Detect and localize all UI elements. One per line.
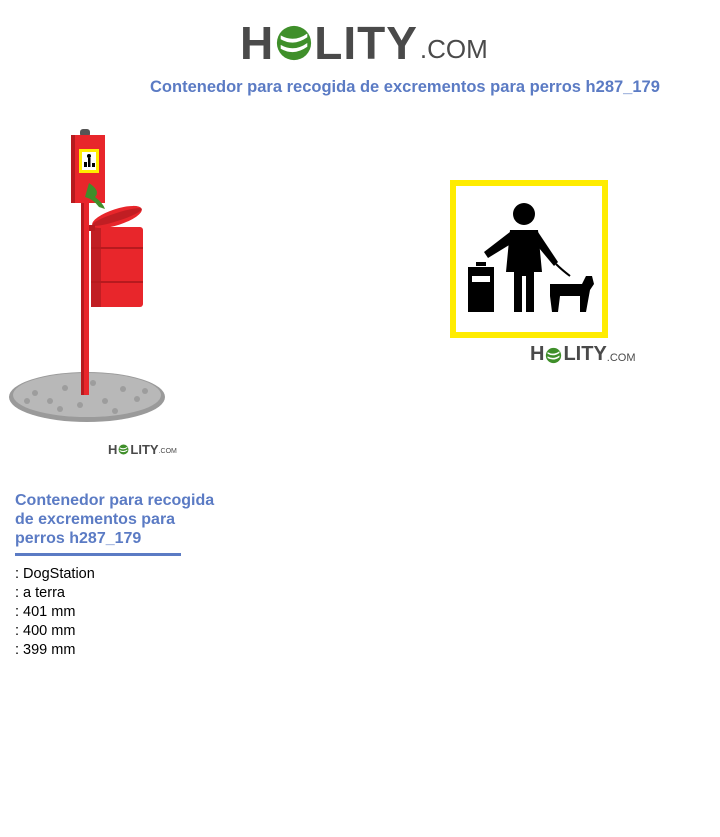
sign-logo-h: H [530, 343, 545, 365]
product-logo-com: .COM [158, 448, 177, 455]
sign-image-logo [530, 343, 636, 366]
logo-o-icon [275, 24, 313, 62]
spec-item: : 401 mm [15, 604, 76, 620]
spec-item: : DogStation [15, 566, 95, 582]
product-specs [15, 565, 95, 660]
product-title: Contenedor para recogida de excrementos para perros h287_179 [15, 492, 215, 547]
sign-logo-com: .COM [606, 352, 636, 364]
logo-wordmark [240, 17, 418, 69]
spec-item: : 399 mm [15, 642, 76, 658]
logo-o-icon [118, 444, 129, 455]
site-logo[interactable] [240, 12, 488, 69]
logo-letters-rest: LITY [314, 17, 418, 69]
title-divider [15, 553, 181, 556]
product-image[interactable] [5, 125, 175, 465]
product-image-logo [108, 442, 177, 457]
logo-letter-h: H [240, 17, 275, 69]
product-logo-rest: LITY [130, 442, 159, 457]
page-title: Contenedor para recogida de excrementos para perros h287_179 [150, 78, 660, 96]
sign-logo-rest: LITY [563, 343, 607, 365]
sign-image[interactable] [440, 172, 655, 372]
spec-item: : 400 mm [15, 623, 76, 639]
spec-item: : a terra [15, 585, 65, 601]
product-logo-h: H [108, 442, 118, 457]
logo-o-icon [545, 347, 562, 364]
logo-com: .COM [419, 34, 488, 64]
